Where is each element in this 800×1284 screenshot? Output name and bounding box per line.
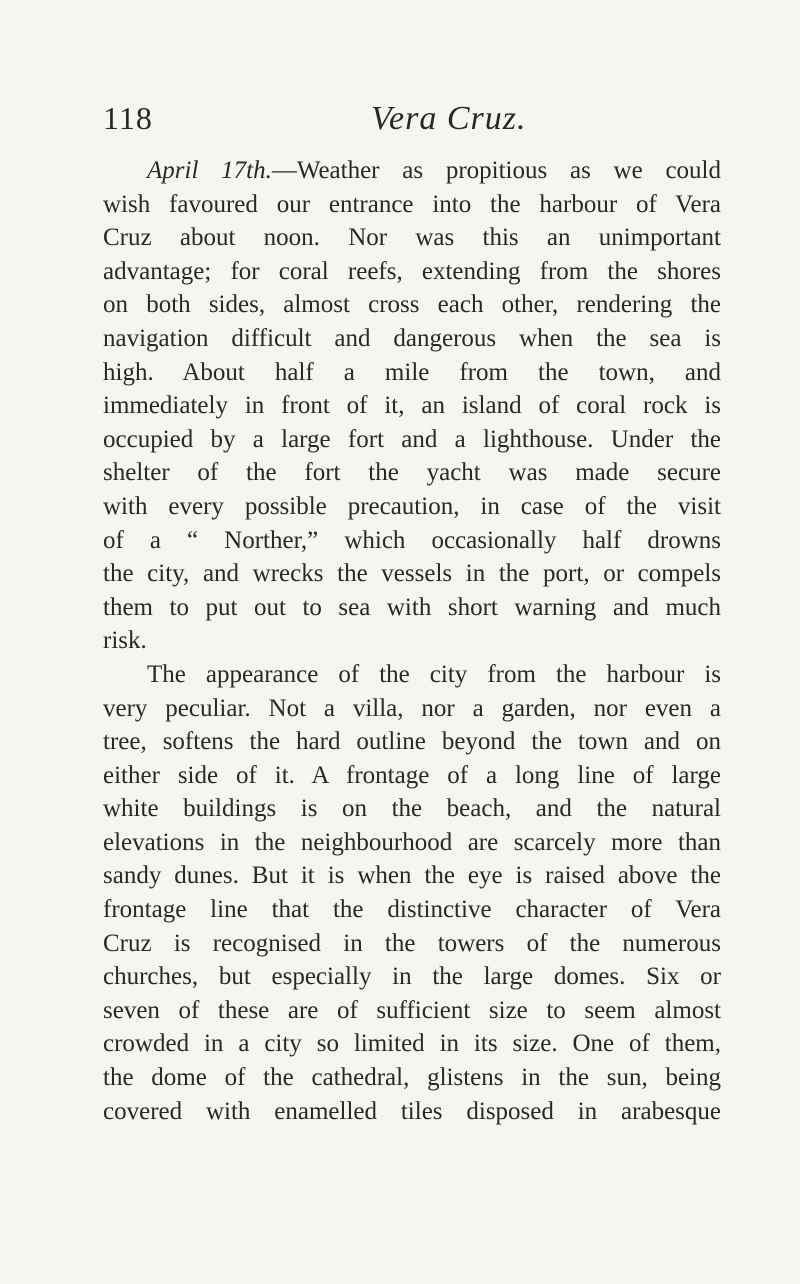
text-line: Cruz is recognised in the towers of the numerous xyxy=(103,929,721,957)
page-number: 118 xyxy=(103,100,153,136)
date-heading: April 17th. xyxy=(147,157,272,184)
text-line: crowded in a city so limited in its size. One of them, xyxy=(103,1030,721,1058)
text-line: either side of it. A frontage of a long line of large xyxy=(103,761,721,789)
text-line: risk. xyxy=(103,627,147,655)
running-title: Vera Cruz. xyxy=(371,100,527,137)
running-head xyxy=(103,100,721,144)
text-line: elevations in the neighbourhood are scarcely more than xyxy=(103,828,721,856)
text-line: white buildings is on the beach, and the natural xyxy=(103,795,721,823)
text-line: immediately in front of it, an island of coral rock is xyxy=(103,392,721,420)
text-line: tree, softens the hard outline beyond the town and on xyxy=(103,728,721,756)
text-line: The appearance of the city from the harbour is xyxy=(147,660,721,688)
text-line: them to put out to sea with short warning and much xyxy=(103,593,721,621)
text-line xyxy=(103,154,721,188)
body-text xyxy=(103,154,721,1128)
text-line: sandy dunes. But it is when the eye is raised above the xyxy=(103,862,721,890)
text-line: frontage line that the distinctive character of Vera xyxy=(103,896,721,924)
text-line: Cruz about noon. Nor was this an unimportant xyxy=(103,224,721,252)
text-line: the dome of the cathedral, glistens in the sun, being xyxy=(103,1064,721,1092)
text-line: wish favoured our entrance into the harbour of Vera xyxy=(103,190,721,218)
text-line: seven of these are of sufficient size to seem almost xyxy=(103,996,721,1024)
text-line: covered with enamelled tiles disposed in arabesque xyxy=(103,1097,721,1125)
text-line: churches, but especially in the large domes. Six or xyxy=(103,963,721,991)
text-line: navigation difficult and dangerous when the sea is xyxy=(103,324,721,352)
text-line: high. About half a mile from the town, and xyxy=(103,358,721,386)
text-line: the city, and wrecks the vessels in the port, or compels xyxy=(103,560,721,588)
text-line: with every possible precaution, in case of the visit xyxy=(103,492,721,520)
text-line: shelter of the fort the yacht was made secure xyxy=(103,459,721,487)
text-line: on both sides, almost cross each other, rendering the xyxy=(103,291,721,319)
text-line: advantage; for coral reefs, extending from the shores xyxy=(103,257,721,285)
text-line: very peculiar. Not a villa, nor a garden, nor even a xyxy=(103,694,721,722)
text-line-content: —Weather as propitious as we could xyxy=(271,157,721,184)
text-line: of a “ Norther,” which occasionally half drowns xyxy=(103,526,721,554)
text-line: occupied by a large fort and a lighthouse. Under the xyxy=(103,425,721,453)
